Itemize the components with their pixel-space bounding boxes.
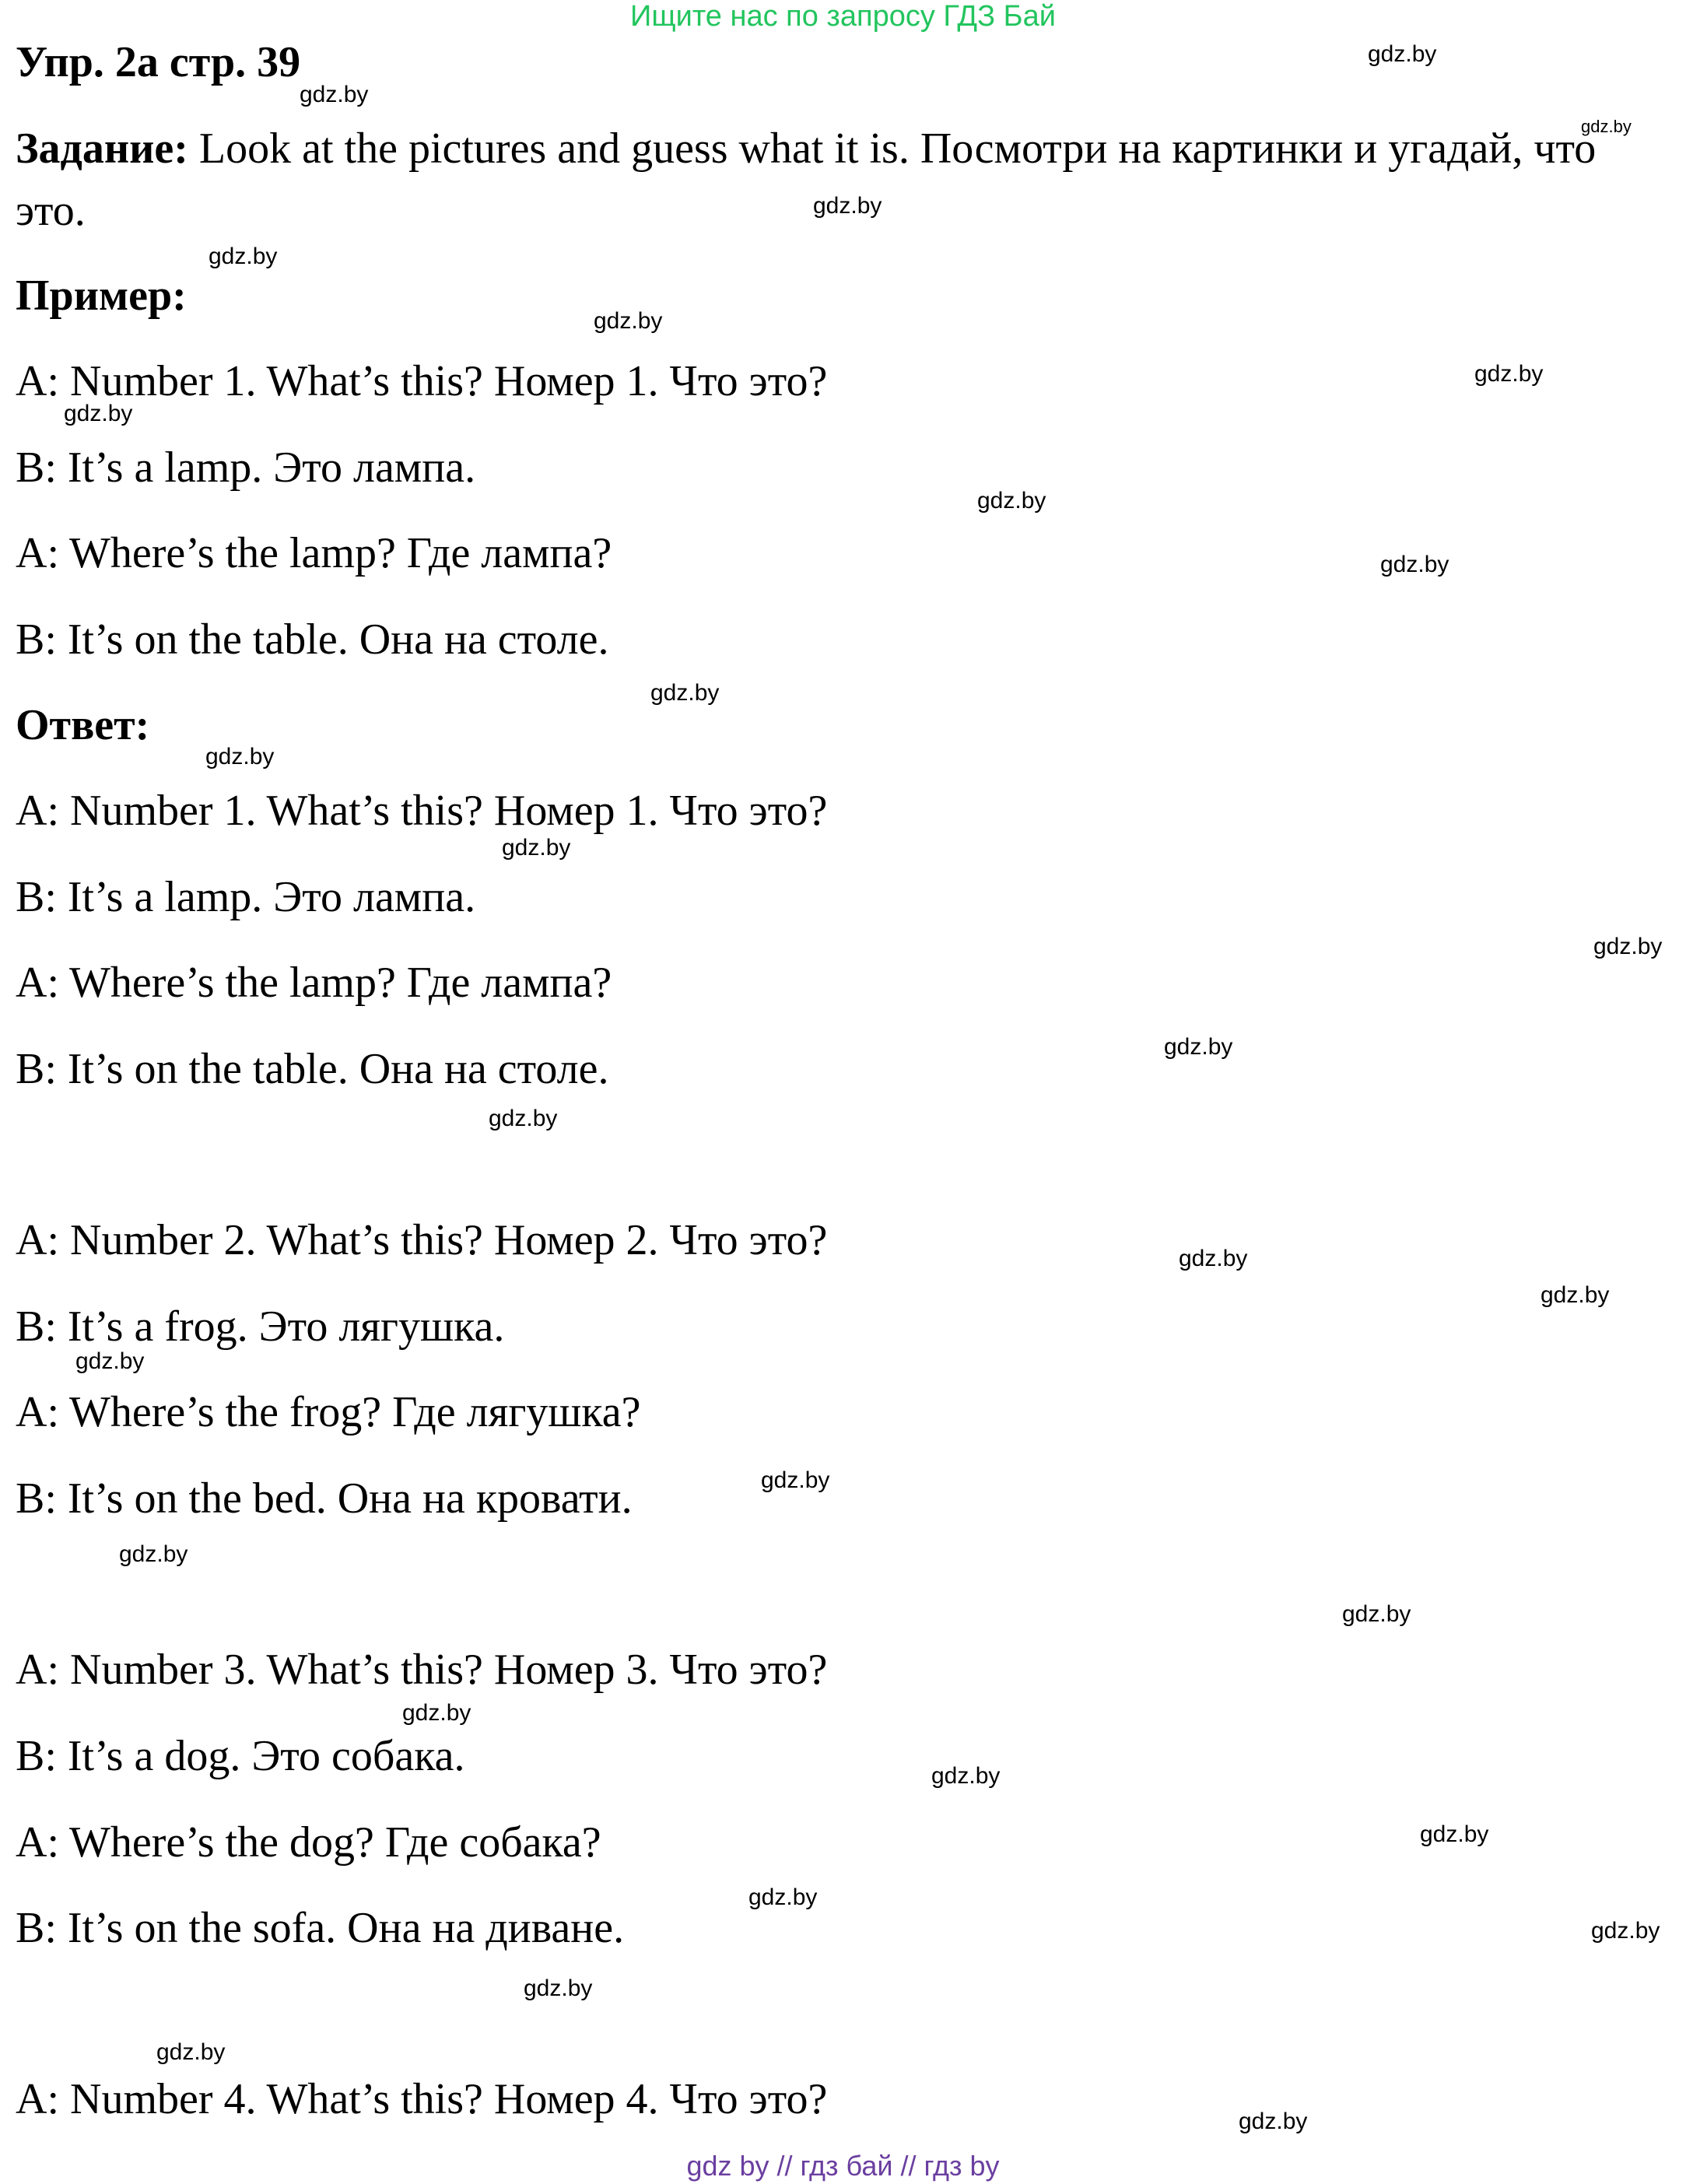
watermark: gdz.by — [300, 82, 369, 107]
watermark: gdz.by — [1368, 41, 1437, 67]
example-line: A: Where’s the lamp? Где лампа? — [16, 529, 612, 577]
example-label: Пример: — [16, 272, 187, 320]
watermark: gdz.by — [119, 1541, 188, 1567]
answer-line: A: Number 3. What’s this? Номер 3. Что это? — [16, 1646, 828, 1694]
answer-line: A: Where’s the frog? Где лягушка? — [16, 1388, 641, 1436]
watermark: gdz.by — [209, 244, 278, 269]
watermark: gdz.by — [75, 1348, 145, 1374]
watermark: gdz.by — [1239, 2109, 1308, 2134]
answer-line: A: Number 4. What’s this? Номер 4. Что это? — [16, 2075, 828, 2123]
answer-line: A: Number 2. What’s this? Номер 2. Что это? — [16, 1216, 828, 1264]
watermark: gdz.by — [502, 835, 571, 861]
watermark: gdz.by — [594, 308, 663, 334]
answer-line: B: It’s a lamp. Это лампа. — [16, 873, 476, 921]
watermark: gdz.by — [205, 744, 275, 769]
watermark: gdz.by — [1581, 117, 1632, 136]
example-line: A: Number 1. What’s this? Номер 1. Что это? — [16, 357, 828, 405]
watermark: gdz.by — [1179, 1246, 1248, 1271]
watermark: gdz.by — [1591, 1918, 1660, 1944]
example-line: B: It’s on the table. Она на столе. — [16, 615, 609, 664]
answer-line: B: It’s a dog. Это собака. — [16, 1732, 465, 1780]
watermark: gdz.by — [761, 1467, 830, 1493]
watermark: gdz.by — [1593, 934, 1663, 959]
watermark: gdz.by — [156, 2039, 226, 2065]
answer-line: A: Number 1. What’s this? Номер 1. Что это? — [16, 787, 828, 835]
answer-line: B: It’s a frog. Это лягушка. — [16, 1302, 505, 1351]
watermark: gdz.by — [1380, 552, 1449, 577]
task-text-1: Look at the pictures and guess what it is. Посмотри на картинки и угадай, что — [198, 124, 1597, 173]
watermark: gdz.by — [1474, 361, 1544, 387]
example-line: B: It’s a lamp. Это лампа. — [16, 443, 476, 492]
exercise-title: Упр. 2а стр. 39 — [16, 38, 301, 86]
task-line-1 — [16, 124, 1597, 173]
watermark: gdz.by — [1541, 1282, 1610, 1308]
watermark: gdz.by — [931, 1763, 1001, 1789]
watermark: gdz.by — [402, 1700, 471, 1726]
watermark: gdz.by — [1342, 1601, 1411, 1627]
watermark: gdz.by — [524, 1975, 593, 2001]
watermark: gdz.by — [813, 193, 882, 219]
watermark: gdz.by — [1420, 1821, 1489, 1847]
answer-line: B: It’s on the sofa. Она на диване. — [16, 1904, 625, 1952]
watermark: gdz.by — [748, 1884, 818, 1910]
watermark: gdz.by — [977, 488, 1046, 514]
answer-line: B: It’s on the bed. Она на кровати. — [16, 1474, 633, 1523]
task-line-2: это. — [16, 187, 86, 235]
watermark: gdz.by — [489, 1106, 558, 1131]
answer-line: A: Where’s the dog? Где собака? — [16, 1818, 601, 1867]
watermark: gdz.by — [1164, 1034, 1233, 1060]
answer-line: B: It’s on the table. Она на столе. — [16, 1045, 609, 1093]
watermark: gdz.by — [64, 401, 133, 426]
header-banner: Ищите нас по запросу ГДЗ Бай — [630, 0, 1056, 33]
answer-label: Ответ: — [16, 701, 150, 749]
watermark: gdz.by — [650, 680, 720, 706]
answer-line: A: Where’s the lamp? Где лампа? — [16, 959, 612, 1007]
task-label: Задание: — [16, 124, 188, 173]
footer-links: gdz by // гдз бай // гдз by — [686, 2150, 1000, 2182]
